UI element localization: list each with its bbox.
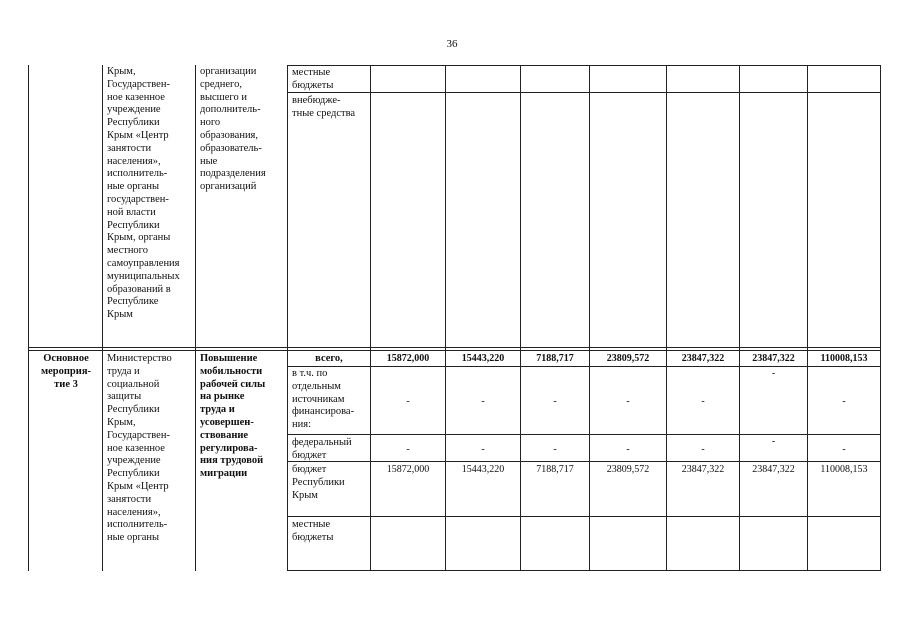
value-cell: 23847,322: [681, 464, 725, 475]
value-cell: -: [771, 368, 776, 379]
value-cell: -: [481, 444, 485, 455]
value-cell: 23847,322: [752, 464, 795, 475]
table-row-divider: [28, 347, 880, 348]
participants-cell: организации среднего, высшего и дополнитель- ного образования, образователь- ные подразделения организаций: [200, 66, 266, 193]
responsible-executors-cell: Крым, Государствен- ное казенное учреждение Республики Крым «Центр занятости населения», исполнитель- ные органы государствен- ной власти Республики Крым, органы местного самоуправления муниципальных образований в Республике Крым: [107, 66, 180, 321]
value-cell: -: [626, 396, 630, 407]
funding-source-cell: федеральный бюджет: [292, 437, 352, 461]
value-cell: 23809,572: [606, 353, 650, 364]
table-row-divider: [287, 461, 880, 462]
funding-source-cell: в т.ч. по отдельным источникам финансирова- ния:: [292, 368, 355, 431]
value-cell: -: [553, 396, 557, 407]
table-col-divider: [520, 65, 521, 571]
value-cell: 23847,322: [752, 353, 795, 364]
table-col-divider: [370, 65, 371, 571]
value-cell: -: [842, 444, 846, 455]
value-cell: -: [406, 396, 410, 407]
value-cell: 110008,153: [820, 353, 868, 364]
funding-source-cell: местные бюджеты: [292, 519, 334, 543]
table-col-divider: [589, 65, 590, 571]
table-col-divider: [102, 65, 103, 571]
table-col-divider: [739, 65, 740, 571]
event-label-cell: Основное мероприя- тие 3: [40, 353, 92, 390]
table-row-divider: [287, 516, 880, 517]
funding-source-cell: бюджет Республики Крым: [292, 464, 345, 501]
table-col-divider: [807, 65, 808, 571]
value-cell: -: [701, 396, 705, 407]
table-row-divider: [287, 92, 880, 93]
value-cell: 15872,000: [386, 353, 430, 364]
table-col-divider: [880, 65, 881, 571]
event-name-cell: Повышение мобильности рабочей силы на рынке труда и усовершен- ствование регулирова- ния трудовой миграции: [200, 353, 266, 480]
value-cell: -: [626, 444, 630, 455]
table-row-divider: [28, 350, 880, 351]
table-col-divider: [28, 65, 29, 571]
value-cell: 110008,153: [820, 464, 868, 475]
value-cell: -: [481, 396, 485, 407]
table-col-divider: [195, 65, 196, 571]
value-cell: 15872,000: [386, 464, 430, 475]
page-number: 36: [446, 38, 458, 50]
value-cell: -: [553, 444, 557, 455]
value-cell: 7188,717: [536, 464, 574, 475]
table-row-divider: [287, 570, 880, 571]
value-cell: 23809,572: [606, 464, 650, 475]
table-row-divider: [287, 366, 880, 367]
value-cell: -: [406, 444, 410, 455]
funding-source-cell: внебюдже- тные средства: [292, 95, 356, 119]
responsible-executors-cell: Министерство труда и социальной защиты Республики Крым, Государствен- ное казенное учреждение Республики Крым «Центр занятости населения», исполнитель- ные органы: [107, 353, 172, 544]
table-col-divider: [287, 65, 288, 571]
table-col-divider: [666, 65, 667, 571]
funding-source-cell: всего,: [315, 353, 343, 364]
value-cell: 15443,220: [461, 353, 505, 364]
value-cell: -: [842, 396, 846, 407]
value-cell: 15443,220: [461, 464, 505, 475]
value-cell: 7188,717: [536, 353, 574, 364]
value-cell: 23847,322: [681, 353, 725, 364]
funding-source-cell: местные бюджеты: [292, 67, 334, 91]
value-cell: -: [771, 436, 776, 447]
table-border-top: [287, 65, 880, 66]
table-col-divider: [445, 65, 446, 571]
value-cell: -: [701, 444, 705, 455]
table-row-divider: [287, 434, 880, 435]
